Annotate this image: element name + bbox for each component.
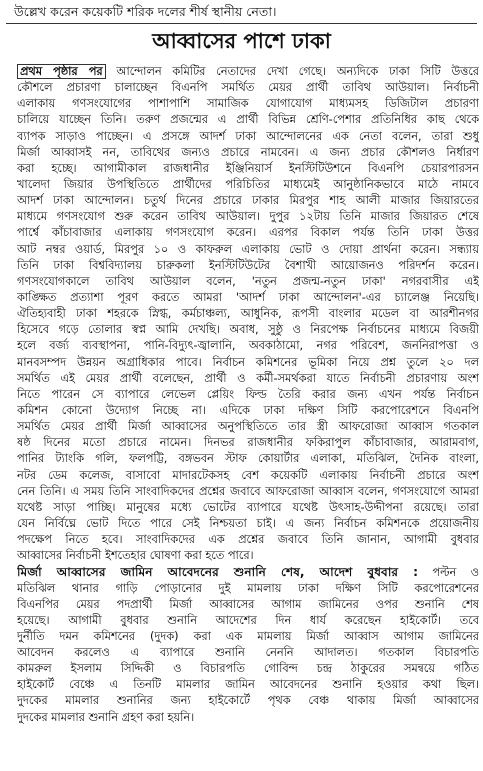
body-line-text: আন্দোলন কমিটির নেতাদের দেখা গেছে। অন্যদিকে ঢাকা সিটি উত্তরে xyxy=(116,65,479,78)
sub-body-line xyxy=(17,564,479,580)
body-line xyxy=(17,193,479,209)
sub-body-line xyxy=(17,645,479,661)
sub-body-line-text: পল্টন ও xyxy=(432,566,479,580)
body-line-text: খালেদা জিয়ার উপস্থিতিতে প্রার্থীদের পরিচিতির মাধ্যমেই আনুষ্ঠানিকভাবে মাঠে নামবে xyxy=(17,177,479,191)
body-line xyxy=(17,468,479,484)
sub-body-line xyxy=(17,597,479,613)
sub-body-line xyxy=(17,581,479,597)
body-line-text: যেন নির্বিঘ্নে ভোট দিতে পারে সেই নিশ্চয়তা চাই। এ জন্য নির্বাচন কমিশনকে প্রয়োজনীয় xyxy=(17,516,479,530)
body-line xyxy=(17,177,479,193)
sub-body-line xyxy=(17,677,479,693)
body-line-text: নেন তিনি। এ সময় তিনি সাংবাদিকদের প্রশ্নের জবাবে আফরোজা আব্বাস বলেন, গণসংযোগে আমরা xyxy=(17,484,479,498)
sub-body-line xyxy=(17,629,479,645)
sub-body-line-text: দুদকের মামলার শুনানি গ্রহণ করা হয়নি। xyxy=(17,710,195,724)
body-line xyxy=(17,516,479,532)
body-line xyxy=(17,419,479,435)
body-line-text: মানবসম্পদ উন্নয়ন অগ্রাধিকার পাবে। নির্বাচন কমিশনের ভূমিকা নিয়ে প্রশ্ন তুলে ২০ দল xyxy=(17,355,479,369)
sub-body-line xyxy=(17,693,479,709)
body-line xyxy=(17,548,479,564)
divider xyxy=(6,23,477,24)
body-line-text: যথেষ্ট সাড়া পাচ্ছি। মানুষের মধ্যে ভোটের ব্যাপারে যথেষ্ট উৎসাহ-উদ্দীপনা রয়েছে। তারা xyxy=(17,500,479,514)
body-line-text: নটর ডেম কলেজ, বাসাবো মাদারটেকসহ বেশ কয়েকটি এলাকায় নির্বাচনী প্রচারে অংশ xyxy=(17,468,479,482)
previous-article-tail: উল্লেখ করেন কয়েকটি শরিক দলের শীর্ষ স্থানীয় নেতা। xyxy=(14,4,277,19)
body-line xyxy=(17,96,479,112)
body-line-text: ব্যাপক সাড়াও পাচ্ছেন। এ প্রসঙ্গে আদর্শ ঢাকা আন্দোলনের এক নেতা বলেন, তারা শুধু xyxy=(17,129,479,143)
body-line-text: সমর্থিত এই মেয়র প্রার্থী বলেছেন, প্রার্থী ও কর্মী-সমর্থকরা যাতে নির্বাচনী প্রচারণায় অংশ xyxy=(17,371,479,385)
body-line-text: কাঙ্ক্ষিত প্রত্যাশা পূরণ করতে আমরা 'আদর্শ ঢাকা আন্দোলন'-এর চ্যালেঞ্জ নিয়েছি। xyxy=(17,290,479,304)
body-line-text: পদক্ষেপ নিতে হবে। সাংবাদিকদের এক প্রশ্নের জবাবে তিনি জানান, আগামী বুধবার xyxy=(17,533,479,547)
body-line-text: ষষ্ঠ দিনের মতো প্রচারে নামেন। দিনভর রাজধানীর ফকিরাপুল কাঁচাবাজার, আরামবাগ, xyxy=(17,436,479,450)
body-line-text: কৌশলে প্রচারণা চালাচ্ছেন বিএনপি সমর্থিত মেয়র প্রার্থী তাবিথ আউয়াল। নির্বাচনী xyxy=(17,81,479,95)
body-line-text: সমর্থিত মেয়র প্রার্থী মির্জা আব্বাসের অনুপস্থিতিতে তার স্ত্রী আফরোজা আব্বাস গতকাল xyxy=(17,420,479,434)
body-line-text: হলে বর্জ্য ব্যবস্থাপনা, পানি-বিদ্যুৎ-জ্বালানি, অবকাঠামো, নগর পরিবেশ, জননিরাপত্তা ও xyxy=(17,339,479,353)
body-line xyxy=(17,306,479,322)
sub-body-line xyxy=(17,661,479,677)
sub-body-line-text: হয়েছে। আগামী বুধবার শুনানি আদেশের দিন ধার্য করেছেন হাইকোর্ট। তবে xyxy=(17,613,479,627)
body-line-text: আদর্শ ঢাকা আন্দোলন। চতুর্থ দিনের প্রচারে ঢাকার মিরপুর শাহ আলী মাজার জিয়ারতের xyxy=(17,194,479,208)
body-line xyxy=(17,161,479,177)
body-line xyxy=(17,451,479,467)
sub-body-line-text: মতিঝিল থানার গাড়ি পোড়ানোর দুই মামলায় ঢাকা দক্ষিণ সিটি করপোরেশনের xyxy=(17,581,479,595)
body-line-text: পানির ট্যাংকি গলি, ফলপট্টি, বঙ্গভবন স্টাফ কোয়ার্টার এলাকা, মতিঝিল, দৈনিক বাংলা, xyxy=(17,452,479,466)
sub-body-line-text: হাইকোর্ট বেঞ্চে এ তিনটি মামলার জামিন আবেদনের শুনানি হওয়ার কথা ছিল। xyxy=(17,678,479,692)
body-line xyxy=(17,500,479,516)
sub-heading: মির্জা আব্বাসের জামিন আবেদনের শুনানি শেষ, আদেশ বুধবার : xyxy=(17,565,419,580)
body-line xyxy=(17,112,479,128)
body-line xyxy=(17,242,479,258)
body-line-text: চালিয়ে যাচ্ছেন তিনি। তরুণ প্রজন্মের এ প্রার্থী বিভিন্ন শ্রেণি-পেশার প্রতিনিধির কাছ থেকে xyxy=(17,113,479,127)
sub-body-line-text: দুদকের মামলার শুনানির জন্য হাইকোর্টে পৃথক বেঞ্চ থাকায় মির্জা আব্বাসের xyxy=(17,694,479,708)
body-line-text: তিনি ঢাকা বিশ্ববিদ্যালয় চারুকলা ইনস্টিটিউটের বৈশাখী আয়োজনও পরিদর্শন করেন। xyxy=(17,258,479,272)
body-line-text: কমিশন কোনো উদ্যোগ নিচ্ছে না। এদিকে ঢাকা দক্ষিণ সিটি করপোরেশনে বিএনপি xyxy=(17,403,479,417)
article-body xyxy=(17,64,479,726)
sub-body-line-text: দুর্নীতি দমন কমিশনের (দুদক) করা এক মামলায় মির্জা আব্বাস আগাম জামিনের xyxy=(17,629,479,643)
body-line xyxy=(17,322,479,338)
sub-body-line-text: বিএনপির মেয়র পদপ্রার্থী মির্জা আব্বাসের আগাম জামিনের ওপর শুনানি শেষ xyxy=(17,597,479,611)
body-line xyxy=(17,225,479,241)
sub-body-line xyxy=(17,613,479,629)
body-line xyxy=(17,64,479,80)
body-line-text: নিতে পারেন সে ব্যাপারে লেভেল প্লেয়িং ফিল্ড তৈরি করার জন্য এখন পর্যন্ত নির্বাচন xyxy=(17,387,479,401)
body-line-text: এলাকায় গণসংযোগের পাশাপাশি সামাজিক যোগাযোগ মাধ্যমসহ ডিজিটাল প্রচারণা xyxy=(17,97,479,111)
body-line xyxy=(17,371,479,387)
body-line xyxy=(17,274,479,290)
body-line-text: আব্বাসের নির্বাচনী ইশতেহার ঘোষণা করা হতে পারে। xyxy=(17,549,254,563)
body-line-text: ঐতিহ্যবাহী ঢাকা শহরকে স্নিগ্ধ, কর্মচাঞ্চল্য, আধুনিক, রূপসী বাংলার মডেল বা আরশীনগর xyxy=(17,307,479,321)
body-line-text: গণসংযোগকালে তাবিথ আউয়াল বলেন, 'নতুন প্রজন্ম-নতুন ঢাকা' নগরবাসীর এই xyxy=(17,274,479,288)
sub-body-line-text: আবেদন করলেও এ ব্যাপারে শুনানি নেননি আদালত। গতকাল বিচারপতি xyxy=(17,646,479,660)
body-line-text: আট নম্বর ওয়ার্ড, মিরপুর ১০ ও কাফরুল এলাকায় ভোট ও দোয়া প্রার্থনা করেন। সন্ধ্যায় xyxy=(17,242,479,256)
body-line-text: করা হচ্ছে। আগামীকাল রাজধানীর ইঞ্জিনিয়ার্স ইনস্টিটিউশনে বিএনপি চেয়ারপারসন xyxy=(17,161,479,175)
body-line xyxy=(17,484,479,500)
body-line-text: মাধ্যমে গণসংযোগ শুরু করেন তাবিথ আউয়াল। দুপুর ১২টায় তিনি মাজার জিয়ারত শেষে xyxy=(17,210,479,224)
body-line xyxy=(17,435,479,451)
body-line-text: হিসেবে গড়ে তোলার স্বপ্ন আমি দেখছি। অবাধ, সুষ্ঠু ও নিরপেক্ষ নির্বাচনের মাধ্যমে বিজয়ী xyxy=(17,323,479,337)
body-line-text: পার্শ্বে কাঁচাবাজার এলাকায় গণসংযোগ করেন। এরপর বিকাল পর্যন্ত তিনি ঢাকা উত্তর xyxy=(17,226,479,240)
body-line xyxy=(17,387,479,403)
body-line xyxy=(17,532,479,548)
body-line xyxy=(17,145,479,161)
body-line-text: মির্জা আব্বাসই নন, তাবিথের জন্যও প্রচারে নামবেন। এ জন্য প্রচার কৌশলও নির্ধারণ xyxy=(17,145,479,159)
body-line xyxy=(17,290,479,306)
article-headline: আব্বাসের পাশে ঢাকা xyxy=(152,29,331,53)
body-line xyxy=(17,258,479,274)
sub-body-line xyxy=(17,710,479,726)
body-line xyxy=(17,355,479,371)
sub-body-line-text: কামরুল ইসলাম সিদ্দিকী ও বিচারপতি গোবিন্দ চন্দ্র ঠাকুরের সমন্বয়ে গঠিত xyxy=(17,662,479,676)
body-line xyxy=(17,129,479,145)
body-line xyxy=(17,80,479,96)
body-line xyxy=(17,403,479,419)
continuation-label: প্রথম পৃষ্ঠার পর xyxy=(17,64,106,79)
body-line xyxy=(17,338,479,354)
body-line xyxy=(17,209,479,225)
